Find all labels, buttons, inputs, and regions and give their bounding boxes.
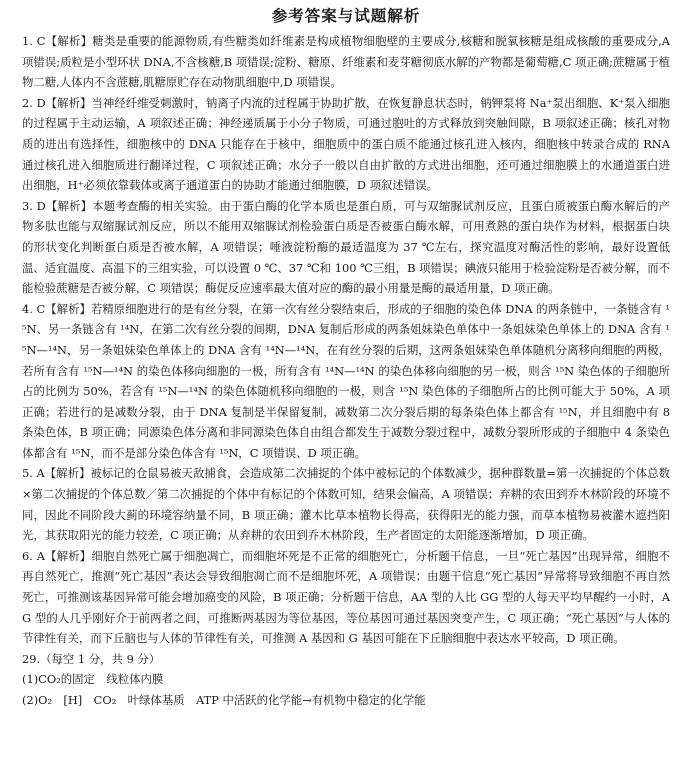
- item-text: 细胞自然死亡属于细胞凋亡，而细胞坏死是不正常的细胞死亡，分析题干信息，一旦“死亡基因”出现异常，细胞不再自然死亡，推测“死亡基因”表达会导致细胞凋亡而不是细胞坏死，A 项错误；由题干信息“死亡基因”异常将导致细胞不再自然死亡，可推测该基因异常可能会增加癌变的风险，B 项正确；分析题干信息，AA 型的人比 GG 型的人每天平均早醒约一小时，AG 型的人几乎刚好介于前两者之间，可推断两基因为等位基因，等位基因可通过基因突变产生，C 项正确；“死亡基因”与人体的节律性有关，而下丘脑也与人体的节律性有关，可推测 A 基因和 G 基因可能在下丘脑细胞中表达水平较高，D 项正确。: [22, 548, 670, 646]
- item-tag: 【解析】: [45, 34, 93, 48]
- item-number: 3.: [22, 198, 33, 213]
- item-answer: A: [36, 466, 45, 481]
- page-title: 参考答案与试题解析: [271, 6, 421, 25]
- section-29-line-1: (1)CO₂的固定 线粒体内膜: [22, 672, 164, 687]
- item-answer: C: [36, 34, 46, 48]
- item-tag: 【解析】: [44, 548, 92, 563]
- item-tag: 【解析】: [45, 198, 93, 213]
- item-tag: 【解析】: [45, 95, 92, 110]
- item-number: 5.: [22, 466, 33, 481]
- section-29-header: 29.（每空 1 分，共 9 分）: [22, 651, 161, 666]
- item-number: 6.: [22, 548, 33, 563]
- item-text: 当神经纤维受刺激时，钠离子内流的过程属于协助扩散，在恢复静息状态时，钠钾泵将 Na⁺泵出细胞、K⁺泵入细胞的过程属于主动运输，A 项叙述正确；神经递质属于小分子物质，可通过胞吐的方式释放到突触间隙，B 项叙述正确；核孔对物质的进出有选择性，细胞核中的 DNA 只能存在于核中，细胞质中的蛋白质不能通过核孔进入核内，细胞核中转录合成的 RNA 通过核孔进入细胞质进行翻译过程，C 项叙述正确；水分子一般以自由扩散的方式进出细胞，还可通过细胞膜上的水通道蛋白进出细胞，H⁺必须依靠载体或离子通道蛋白的协助才能通过细胞膜，D 项叙述错误。: [22, 95, 670, 193]
- answer-item-6: [22, 546, 670, 649]
- section-29-line-2: (2)O₂ [H] CO₂ 叶绿体基质 ATP 中活跃的化学能→有机物中稳定的化学能: [22, 693, 426, 707]
- item-text: 本题考查酶的相关实验。由于蛋白酶的化学本质也是蛋白质，可与双缩脲试剂反应，且蛋白质被蛋白酶水解后的产物多肽也能与双缩脲试剂反应，所以不能用双缩脲试剂检验蛋白质是否被蛋白酶水解，可用煮熟的蛋白块作为材料，根据蛋白块的形状变化判断蛋白质是否被水解，A 项错误；唾液淀粉酶的最适温度为 37 ℃左右，探究温度对酶活性的影响，最好设置低温、适宜温度、高温下的三组实验，可以设置 0 ℃、37 ℃和 100 ℃三组，B 项错误；碘液只能用于检验淀粉是否被分解，而不能检验蔗糖是否被分解，C 项错误；酶促反应速率最大值对应的酶的最小用量是酶的最适用量，D 项正确。: [22, 198, 670, 296]
- item-number: 2.: [22, 95, 33, 110]
- item-text: 糖类是重要的能源物质,有些糖类如纤维素是构成植物细胞壁的主要成分,核糖和脱氧核糖是组成核酸的重要成分,A 项错误;质粒是小型环状 DNA,不含核糖,B 项错误;淀粉、糖原、纤维素和麦芽糖彻底水解的产物都是葡萄糖,C 项正确;蔗糖属于植物二糖,人体内不含蔗糖,肌糖原贮存在动物肌细胞中,D 项错误。: [22, 34, 670, 90]
- item-answer: D: [36, 198, 46, 213]
- answer-item-1: [22, 31, 670, 93]
- item-text: 若精原细胞进行的是有丝分裂，在第一次有丝分裂结束后，形成的子细胞的染色体 DNA 的两条链中，一条链含有 ¹⁵N、另一条链含有 ¹⁴N，在第二次有丝分裂的间期，DNA 复制后形成的两条姐妹染色单体中一条姐妹染色单体上的 DNA 含有 ¹⁵N—¹⁴N，另一条姐妹染色单体上的 DNA 含有 ¹⁴N—¹⁴N，在有丝分裂的后期，这两条姐妹染色单体随机分离移向细胞的两极，若所有含有 ¹⁵N—¹⁴N 的染色体移向细胞的一极，所有含有 ¹⁴N—¹⁴N 的染色体移向细胞的另一极，则含 ¹⁵N 染色体的子细胞所占的比例为 50%，若含有 ¹⁵N—¹⁴N 的染色体随机移向细胞的一极，则含 ¹⁵N 染色体的子细胞所占的比例可能大于 50%，A 项正确；若进行的是减数分裂，由于 DNA 复制是半保留复制，减数第二次分裂后期的每条染色体上都含有 ¹⁵N，并且细胞中有 8 条染色体，B 项正确；同源染色体分离和非同源染色体自由组合都发生于减数分裂过程中，减数分裂所形成的子细胞中 4 条染色体都含有 ¹⁵N，而不是部分染色体含有 ¹⁵N，C 项错误、D 项正确。: [22, 301, 670, 460]
- answer-item-5: [22, 463, 670, 545]
- answer-item-4: [22, 299, 670, 464]
- answer-item-2: [22, 93, 670, 196]
- answer-item-3: [22, 196, 670, 299]
- item-answer: A: [36, 548, 45, 563]
- item-text: 被标记的仓鼠易被天敌捕食，会造成第二次捕捉的个体中被标记的个体数减少，据种群数量=第一次捕捉的个体总数×第二次捕捉的个体总数／第二次捕捉的个体中有标记的个体数可知，结果会偏高，A 项错误；弃耕的农田到乔木林阶段的环境不同，因此不同阶段大蓟的环境容纳量不同，B 项正确；灌木比草本植物长得高，获得阳光的能力强，而草本植物易被灌木遮挡阳光，其获取阳光的能力较差，C 项正确；从弃耕的农田到乔木林阶段，生产者固定的太阳能逐渐增加，D 项正确。: [22, 466, 670, 543]
- item-number: 4.: [22, 301, 33, 316]
- item-tag: 【解析】: [44, 466, 91, 481]
- item-number: 1.: [22, 34, 33, 48]
- item-answer: D: [36, 95, 46, 110]
- item-answer: C: [36, 301, 46, 316]
- item-tag: 【解析】: [45, 301, 91, 316]
